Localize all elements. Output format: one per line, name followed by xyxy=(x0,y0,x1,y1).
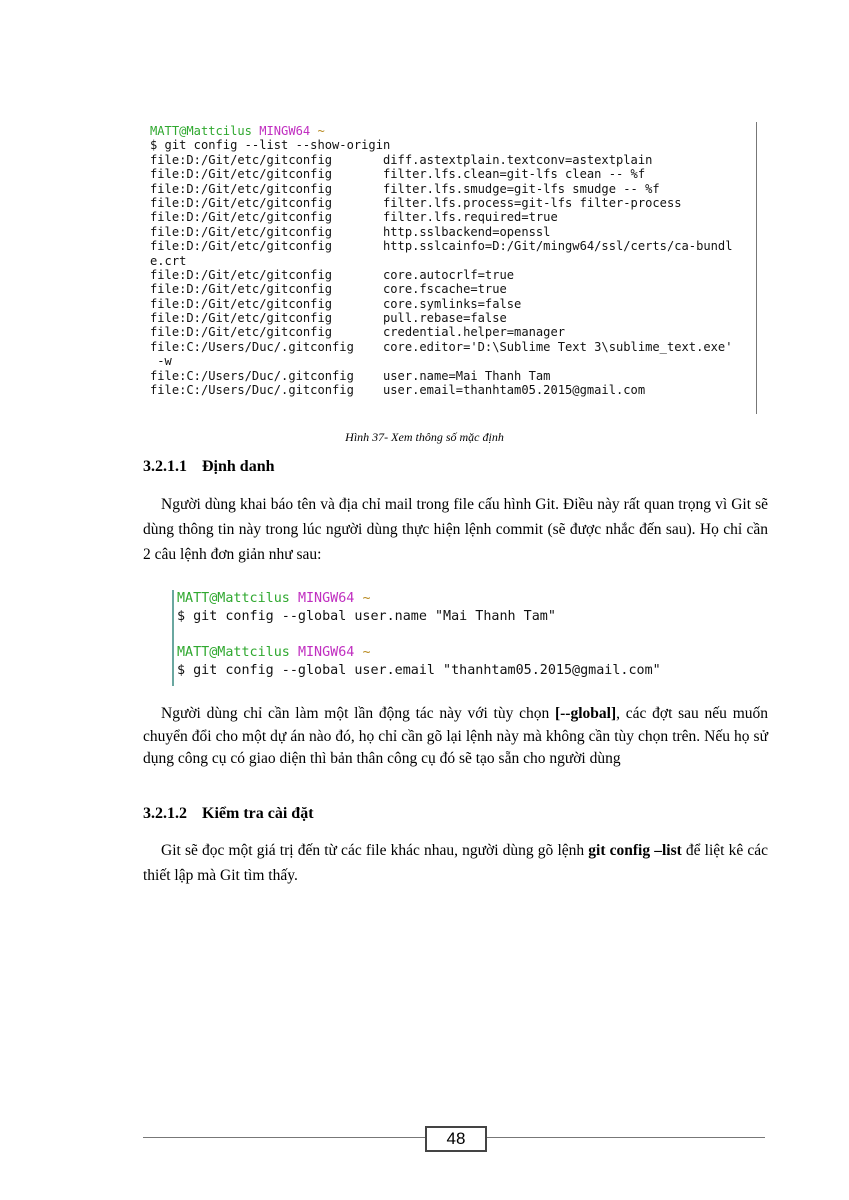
terminal-output-line: e.crt xyxy=(150,253,187,268)
terminal-blank xyxy=(177,626,717,644)
footer-rule-left xyxy=(143,1137,425,1138)
terminal-output-line: file:D:/Git/etc/gitconfig core.autocrlf=true xyxy=(150,267,515,282)
section-title: Kiểm tra cài đặt xyxy=(202,805,314,822)
terminal-output-line: file:D:/Git/etc/gitconfig filter.lfs.smudge=git-lfs smudge -- %f xyxy=(150,181,660,196)
terminal-screenshot-config-list xyxy=(150,124,760,414)
terminal-output-line: file:D:/Git/etc/gitconfig http.sslbackend=openssl xyxy=(150,224,551,239)
terminal-output-line: file:D:/Git/etc/gitconfig filter.lfs.process=git-lfs filter-process xyxy=(150,195,682,210)
inline-bold-command: git config –list xyxy=(588,842,682,859)
terminal-command: $ git config --global user.name "Mai Thanh Tam" xyxy=(177,609,556,624)
section-heading-kiem-tra xyxy=(143,805,314,823)
paragraph-check-settings: Git sẽ đọc một giá trị đến từ các file khác nhau, người dùng gõ lệnh git config –list để liệt kê các thiết lập mà Git tìm thấy. xyxy=(143,842,769,884)
section-heading-dinh-danh xyxy=(143,458,275,476)
section-number: 3.2.1.1 xyxy=(143,458,187,475)
terminal-output-line: file:D:/Git/etc/gitconfig diff.astextplain.textconv=astextplain xyxy=(150,152,653,167)
inline-bold-option: [--global] xyxy=(554,705,617,722)
terminal-command: $ git config --global user.email "thanhtam05.2015@gmail.com" xyxy=(177,663,661,678)
terminal-output-line: file:D:/Git/etc/gitconfig filter.lfs.clean=git-lfs clean -- %f xyxy=(150,167,646,182)
terminal-output-line: file:D:/Git/etc/gitconfig core.fscache=true xyxy=(150,282,507,297)
footer-rule-right xyxy=(487,1137,765,1138)
terminal-output-line: file:C:/Users/Duc/.gitconfig user.name=Mai Thanh Tam xyxy=(150,368,551,383)
terminal-screenshot-config-global xyxy=(172,590,717,686)
terminal-output-line: file:C:/Users/Duc/.gitconfig user.email=thanhtam05.2015@gmail.com xyxy=(150,383,646,398)
terminal-prompt: MATT@Mattcilus MINGW64 ~ xyxy=(177,591,371,606)
figure-caption: Hình 37- Xem thông số mặc định xyxy=(345,430,504,444)
section-title: Định danh xyxy=(202,458,275,475)
paragraph-identity: Người dùng khai báo tên và địa chỉ mail trong file cấu hình Git. Điều này rất quan trọng vì Git sẽ dùng thông tin này trong lúc người dùng thực hiện lệnh commit (sẽ được nhắc đến sau). Họ chỉ cần 2 câu lệnh đơn giản như sau: xyxy=(143,496,768,563)
terminal-output-line: file:D:/Git/etc/gitconfig filter.lfs.required=true xyxy=(150,210,558,225)
terminal-output xyxy=(150,153,760,398)
page-number: 48 xyxy=(425,1126,487,1152)
terminal-scrollbar-edge xyxy=(756,122,757,414)
terminal-output-line: file:D:/Git/etc/gitconfig pull.rebase=false xyxy=(150,311,507,326)
terminal-command: $ git config --list --show-origin xyxy=(150,138,391,153)
terminal-prompt: MATT@Mattcilus MINGW64 ~ xyxy=(177,645,371,660)
terminal-output-line: file:D:/Git/etc/gitconfig core.symlinks=false xyxy=(150,296,522,311)
paragraph-global-option: Người dùng chỉ cần làm một lần động tác này với tùy chọn [--global], các đợt sau nếu muốn chuyển đổi cho một dự án nào đó, họ chỉ cần gõ lại lệnh này mà không cần tùy chọn trên. Nếu họ sử dụng công cụ có giao diện thì bản thân công cụ đó sẽ tạo sẵn cho người dùng xyxy=(143,705,768,767)
terminal-output-line: -w xyxy=(150,354,172,369)
terminal-prompt: MATT@Mattcilus MINGW64 ~ xyxy=(150,124,325,138)
terminal-output-line: file:C:/Users/Duc/.gitconfig core.editor='D:\Sublime Text 3\sublime_text.exe' xyxy=(150,339,733,354)
section-number: 3.2.1.2 xyxy=(143,805,187,822)
terminal-output-line: file:D:/Git/etc/gitconfig credential.helper=manager xyxy=(150,325,566,340)
terminal-output-line: file:D:/Git/etc/gitconfig http.sslcainfo=D:/Git/mingw64/ssl/certs/ca-bundl xyxy=(150,239,733,254)
